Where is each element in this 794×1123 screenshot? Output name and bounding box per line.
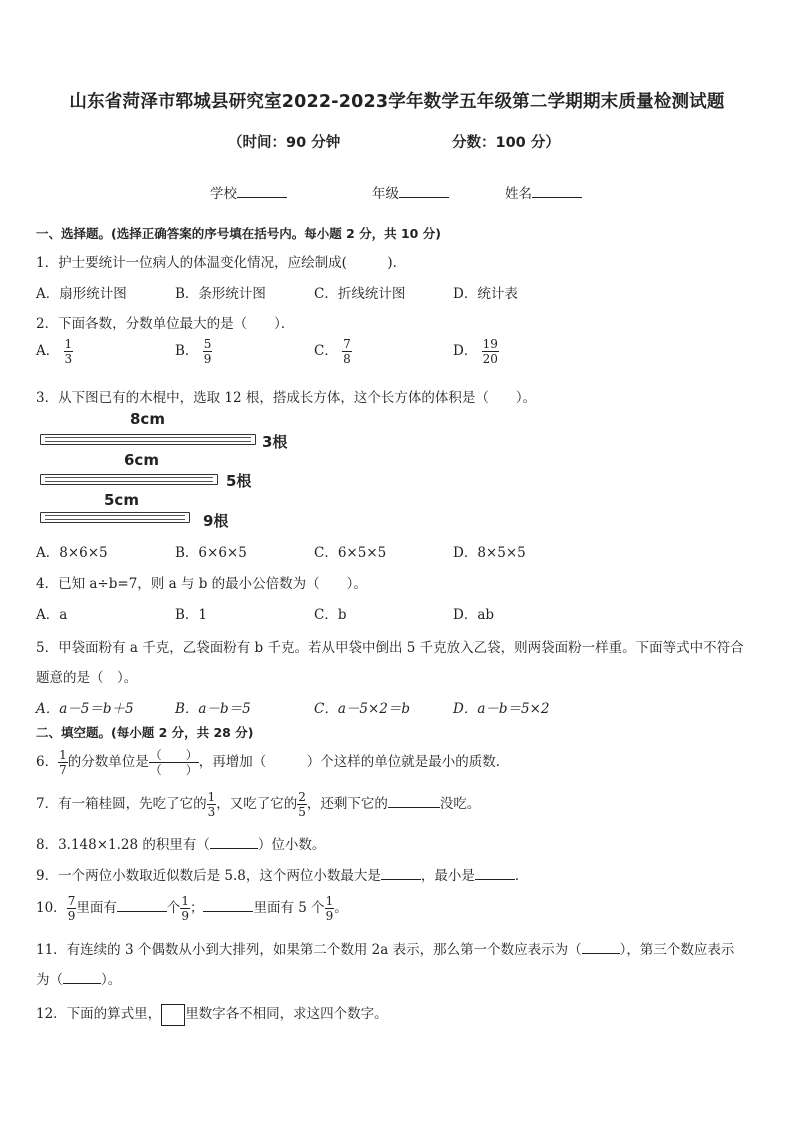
q5-option-a[interactable]: A．a－5＝b＋5 bbox=[36, 701, 134, 717]
q4-option-c[interactable]: C．b bbox=[314, 607, 347, 623]
stick-6cm bbox=[40, 474, 218, 485]
q5-option-b[interactable]: B．a－b＝5 bbox=[175, 701, 251, 717]
q9-answer-max[interactable] bbox=[381, 867, 421, 880]
q6 bbox=[36, 746, 509, 778]
fraction: $\frac{1}{9}$ bbox=[181, 894, 189, 923]
q4-option-b[interactable]: B．1 bbox=[175, 607, 208, 623]
stick-8cm-count: 3根 bbox=[262, 433, 288, 451]
q10-text: 。 bbox=[334, 900, 348, 916]
fraction: $\frac{7}{8}$ bbox=[343, 337, 351, 366]
q10 bbox=[36, 892, 348, 924]
q11-text: ）。 bbox=[101, 972, 122, 988]
q7-text: 7．有一箱桂圆，先吃了它的 bbox=[36, 796, 207, 812]
stick-5cm-length: 5cm bbox=[104, 491, 139, 509]
q4-option-a[interactable]: A．a bbox=[36, 607, 68, 623]
q11-answer-first[interactable] bbox=[582, 941, 620, 954]
q6-answer-fraction[interactable]: $\frac{( )}{( )}$ bbox=[149, 748, 198, 777]
q9-text-end: ． bbox=[514, 868, 529, 884]
q7-answer-blank[interactable] bbox=[388, 795, 440, 808]
q4-option-d[interactable]: D．ab bbox=[453, 607, 495, 623]
exam-time: （时间：90 分钟 bbox=[228, 135, 341, 151]
section-1-heading: 一、选择题。(选择正确答案的序号填在括号内。每小题 2 分，共 10 分) bbox=[36, 226, 441, 241]
q7-text-end: 没吃。 bbox=[439, 796, 481, 812]
q1-stem: 1．护士要统计一位病人的体温变化情况，应绘制成( )． bbox=[36, 255, 407, 271]
q3-stem: 3．从下图已有的木棍中，选取 12 根，搭成长方体，这个长方体的体积是（ ）。 bbox=[36, 390, 537, 406]
stick-5cm-count: 9根 bbox=[203, 512, 229, 530]
q6-text: 的分数单位是 bbox=[67, 754, 149, 770]
section-2-heading: 二、填空题。(每小题 2 分，共 28 分) bbox=[36, 725, 254, 740]
exam-score: 分数：100 分） bbox=[452, 135, 560, 151]
q10-text: 里面有 5 个 bbox=[253, 900, 325, 916]
fraction: $\frac{1}{3}$ bbox=[207, 790, 216, 819]
stick-8cm bbox=[40, 434, 256, 445]
stick-8cm-length: 8cm bbox=[130, 410, 165, 428]
fraction: $\frac{1}{7}$ bbox=[59, 748, 67, 777]
option-letter: A． bbox=[36, 343, 60, 359]
fraction: $\frac{5}{9}$ bbox=[203, 337, 212, 366]
name-blank[interactable] bbox=[532, 185, 582, 198]
fraction: $\frac{2}{5}$ bbox=[298, 790, 306, 819]
q10-answer-2[interactable] bbox=[203, 899, 253, 912]
q1-option-c[interactable]: C．折线统计图 bbox=[314, 286, 406, 302]
q8-answer-blank[interactable] bbox=[210, 836, 258, 849]
q2-option-d[interactable] bbox=[453, 338, 499, 365]
stick-5cm bbox=[40, 512, 190, 523]
q2-option-a[interactable] bbox=[36, 338, 73, 365]
q9 bbox=[36, 864, 528, 884]
q3-option-d[interactable]: D．8×5×5 bbox=[453, 545, 526, 561]
page-title: 山东省菏泽市郓城县研究室2022-2023学年数学五年级第二学期期末质量检测试题 bbox=[69, 92, 725, 112]
q7 bbox=[36, 788, 480, 820]
stick-6cm-length: 6cm bbox=[124, 451, 159, 469]
q12 bbox=[36, 1002, 388, 1026]
q4-stem: 4．已知 a÷b=7，则 a 与 b 的最小公倍数为（ ）。 bbox=[36, 576, 367, 592]
q5-option-d[interactable]: D．a－b＝5×2 bbox=[453, 701, 550, 717]
q10-text: ； bbox=[189, 900, 204, 916]
q10-text: 个 bbox=[166, 900, 181, 916]
q12-text: 12．下面的算式里， bbox=[36, 1006, 162, 1022]
q6-number: 6． bbox=[36, 754, 59, 770]
q5-stem-line1: 5．甲袋面粉有 a 千克，乙袋面粉有 b 千克。若从甲袋中倒出 5 千克放入乙袋，则两袋面粉一样重。下面等式中不符合 bbox=[36, 640, 744, 656]
q3-option-b[interactable]: B．6×6×5 bbox=[175, 545, 247, 561]
q8-text: 8．3.148×1.28 的积里有（ bbox=[36, 837, 210, 853]
q9-text: 9．一个两位小数取近似数后是 5.8，这个两位小数最大是 bbox=[36, 868, 381, 884]
q7-text-mid: ，又吃了它的 bbox=[216, 796, 298, 812]
name-label: 姓名 bbox=[505, 186, 532, 202]
q11-line1 bbox=[36, 938, 734, 958]
fraction: $\frac{7}{9}$ bbox=[67, 894, 76, 923]
q1-option-d[interactable]: D．统计表 bbox=[453, 286, 518, 302]
q11-answer-third[interactable] bbox=[63, 971, 101, 984]
option-letter: B． bbox=[175, 343, 199, 359]
q11-text: 11．有连续的 3 个偶数从小到大排列，如果第二个数用 2a 表示，那么第一个数应表示为（ bbox=[36, 942, 582, 958]
q2-option-b[interactable] bbox=[175, 338, 212, 365]
q3-option-c[interactable]: C．6×5×5 bbox=[314, 545, 387, 561]
q2-stem: 2．下面各数，分数单位最大的是（ ）． bbox=[36, 316, 295, 332]
school-label: 学校 bbox=[210, 186, 237, 202]
option-letter: D． bbox=[453, 343, 478, 359]
q6-text-suffix: ，再增加（ ）个这样的单位就是最小的质数． bbox=[198, 754, 510, 770]
grade-label: 年级 bbox=[372, 186, 399, 202]
q11-text: ），第三个数应表示 bbox=[619, 942, 735, 958]
stick-6cm-count: 5根 bbox=[226, 472, 252, 490]
q1-option-b[interactable]: B．条形统计图 bbox=[175, 286, 266, 302]
q8-text-suffix: ）位小数。 bbox=[257, 837, 326, 853]
fraction: $\frac{1}{9}$ bbox=[325, 894, 334, 923]
q10-answer-1[interactable] bbox=[117, 899, 167, 912]
q1-option-a[interactable]: A．扇形统计图 bbox=[36, 286, 127, 302]
fraction: $\frac{1}{3}$ bbox=[64, 337, 73, 366]
grade-field bbox=[372, 182, 449, 202]
q5-option-c[interactable]: C．a－5×2＝b bbox=[314, 701, 411, 717]
q11-line2 bbox=[36, 968, 121, 988]
q11-text: 为（ bbox=[36, 972, 63, 988]
q8 bbox=[36, 833, 325, 853]
q9-answer-min[interactable] bbox=[475, 867, 515, 880]
digit-box bbox=[161, 1004, 185, 1026]
q10-text: 里面有 bbox=[76, 900, 117, 916]
school-field bbox=[210, 182, 287, 202]
q5-stem-line2: 题意的是（ ）。 bbox=[36, 670, 138, 686]
name-field bbox=[505, 182, 582, 202]
q12-text-suffix: 里数字各不相同，求这四个数字。 bbox=[185, 1006, 388, 1022]
option-letter: C． bbox=[314, 343, 338, 359]
q2-option-c[interactable] bbox=[314, 338, 352, 365]
q9-text-mid: ，最小是 bbox=[420, 868, 475, 884]
q3-option-a[interactable]: A．8×6×5 bbox=[36, 545, 108, 561]
grade-blank[interactable] bbox=[399, 185, 449, 198]
q7-text-suffix: ，还剩下它的 bbox=[306, 796, 388, 812]
fraction: $\frac{19}{20}$ bbox=[482, 337, 498, 366]
school-blank[interactable] bbox=[237, 185, 287, 198]
q10-number: 10． bbox=[36, 900, 67, 916]
